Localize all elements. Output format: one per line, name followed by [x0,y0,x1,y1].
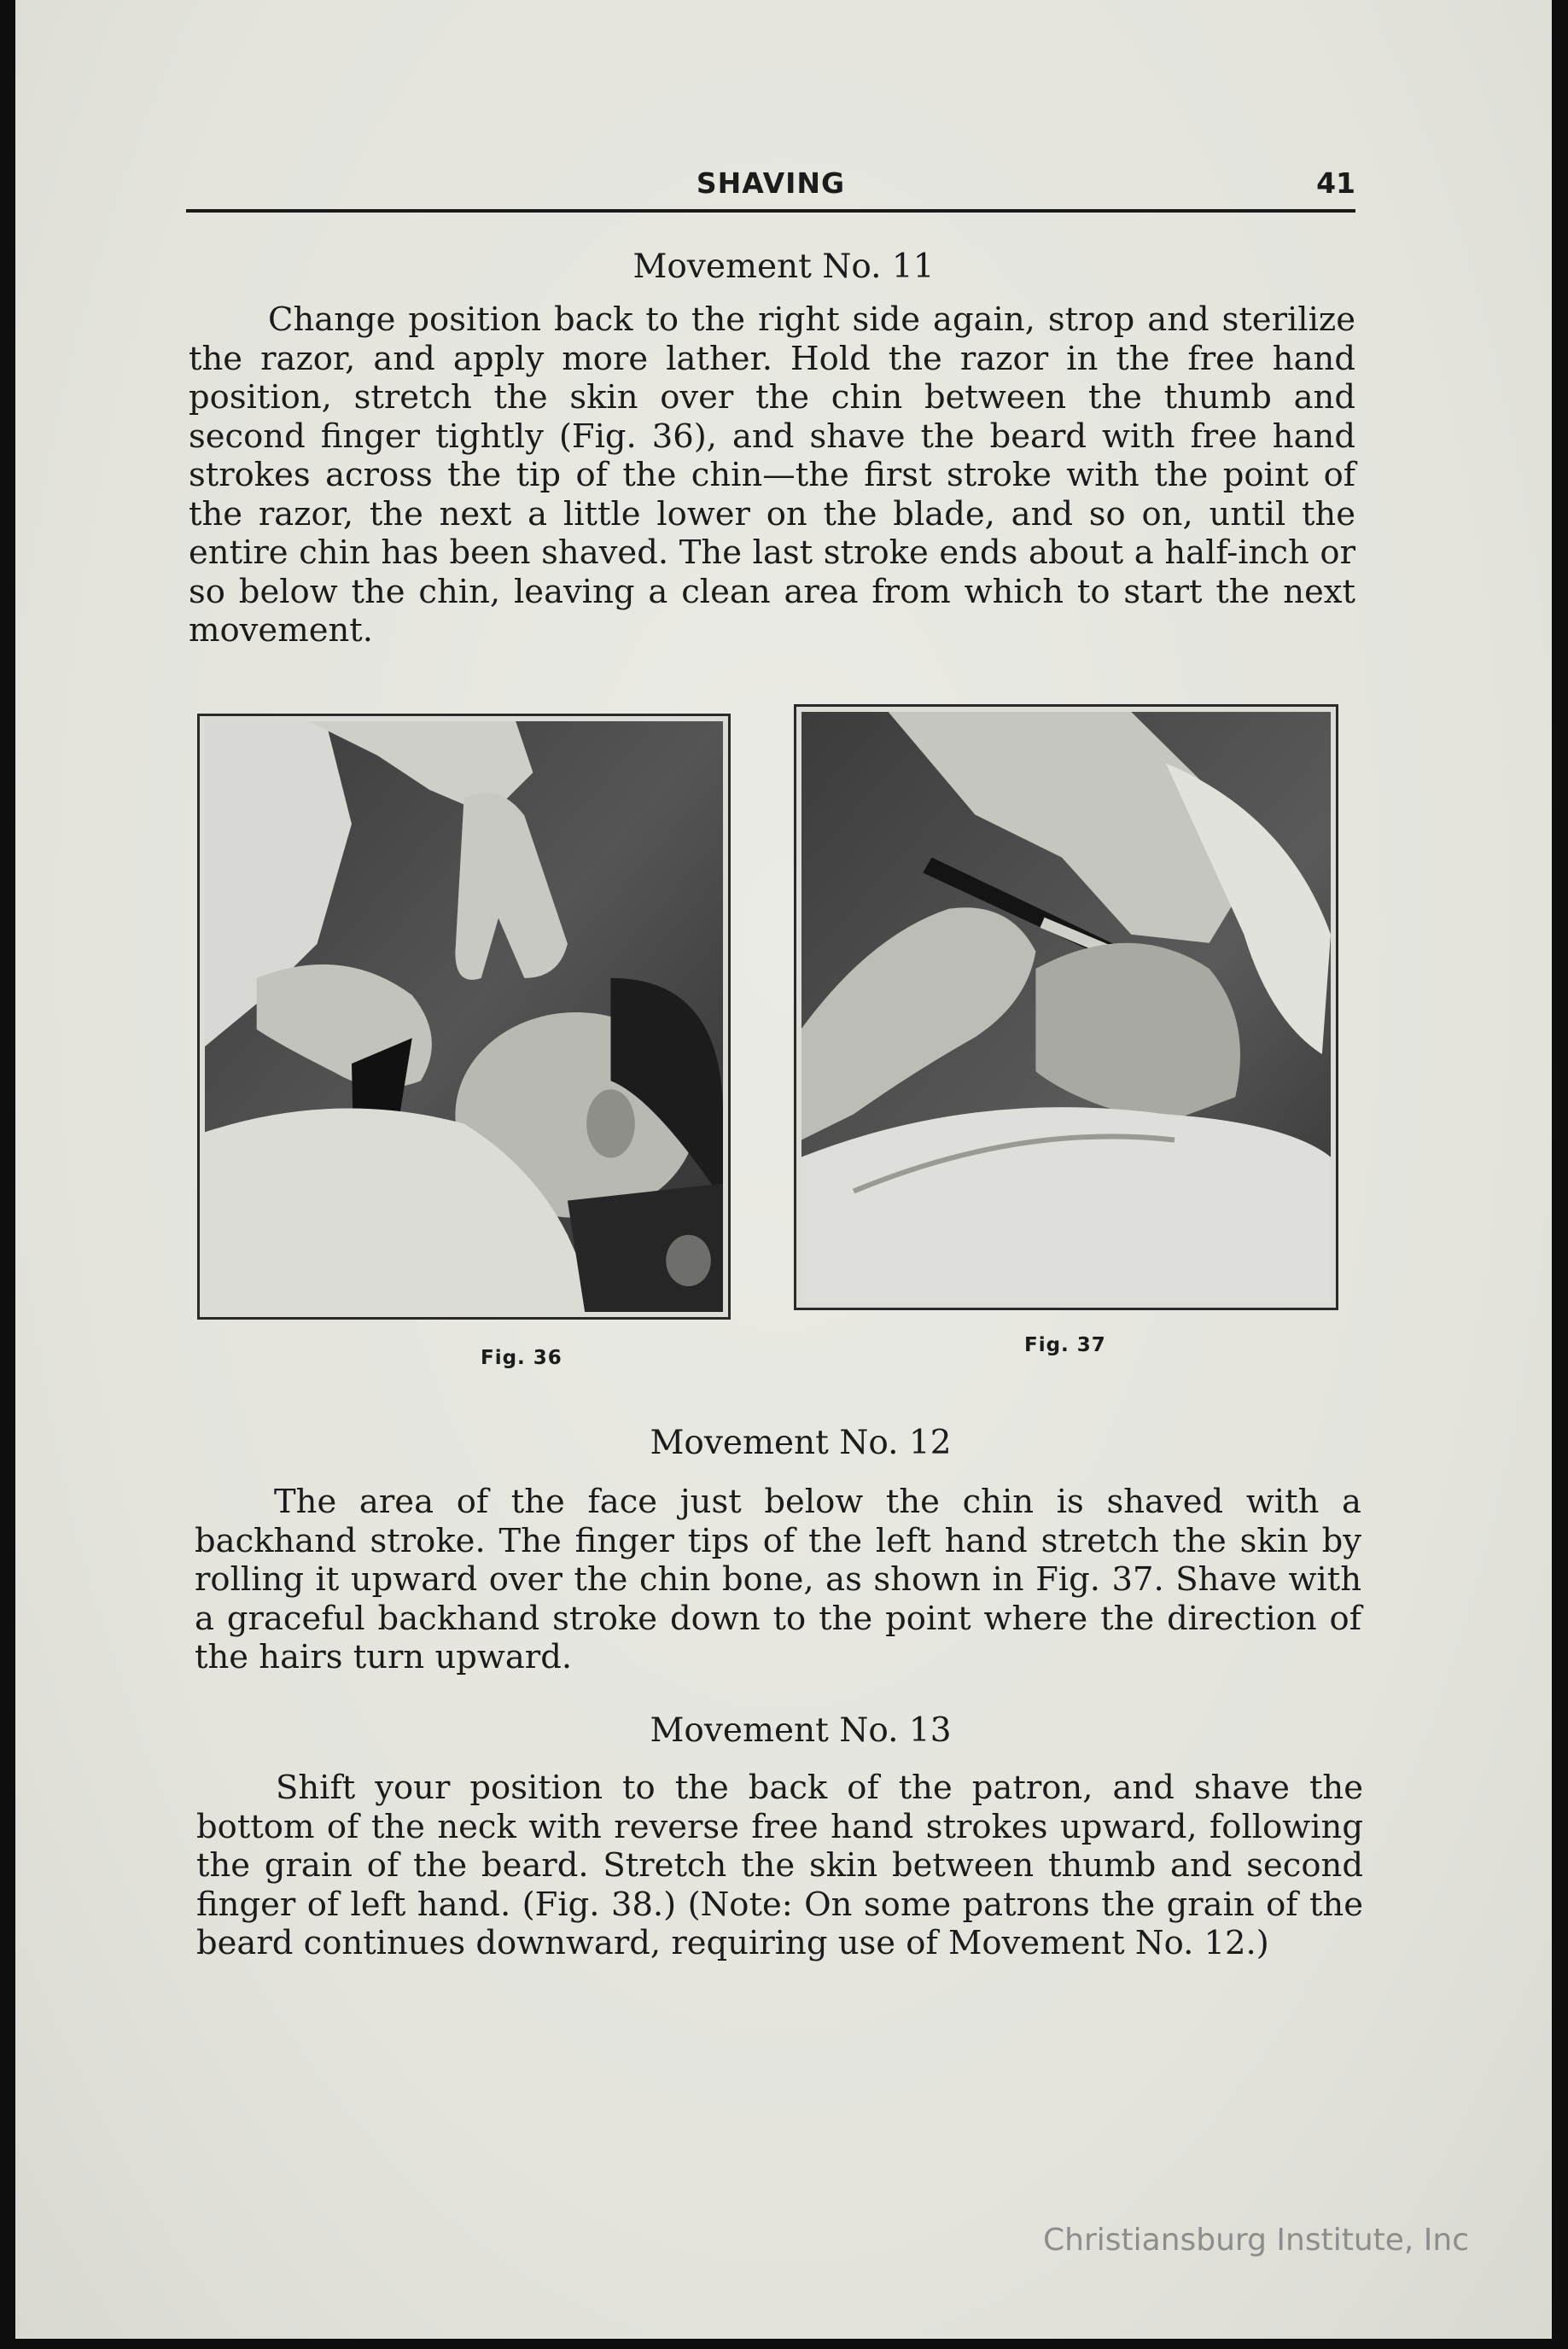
figure-37-photo [794,704,1338,1310]
figure-36-caption: Fig. 36 [481,1347,562,1369]
shaving-under-chin-photo-illustration [801,712,1331,1303]
figure-37-caption: Fig. 37 [1024,1334,1106,1356]
figure-36-photo [197,714,731,1320]
section-body-movement-13: Shift your position to the back of the patron, and shave the bottom of the neck with reverse free hand strokes upward, following the grain of the beard. Stretch the skin between thumb and second finger of left hand. (Fig. 38.) (Note: On some patrons the grain of the beard continues downward, requiring use of Movement No. 12.) [196,1769,1363,1962]
shaving-chin-photo-illustration [205,721,723,1312]
section-body-movement-11: Change position back to the right side again, strop and sterilize the razor, and apply more lather. Hold the razor in the free hand position, stretch the skin over the chin between the thumb and second finger tightly (Fig. 36), and shave the beard with free hand strokes across the tip of the chin—the first stroke with the point of the razor, the next a little lower on the blade, and so on, until the entire chin has been shaved. The last stroke ends about a half-inch or so below the chin, leaving a clean area from which to start the next movement. [189,300,1355,650]
book-page [15,0,1552,2339]
watermark-text: Christiansburg Institute, Inc [1043,2223,1470,2258]
section-heading-movement-11: Movement No. 11 [632,248,935,286]
section-heading-movement-12: Movement No. 12 [650,1424,952,1462]
page-number: 41 [1316,166,1355,200]
section-body-movement-12: The area of the face just below the chin is shaved with a backhand stroke. The finger tips of the left hand stretch the skin by rolling it upward over the chin bone, as shown in Fig. 37. Shave with a graceful backhand stroke down to the point where the direction of the hairs turn upward. [195,1483,1361,1676]
running-title: SHAVING [696,166,846,200]
running-header [186,166,1355,213]
section-heading-movement-13: Movement No. 13 [650,1711,952,1750]
